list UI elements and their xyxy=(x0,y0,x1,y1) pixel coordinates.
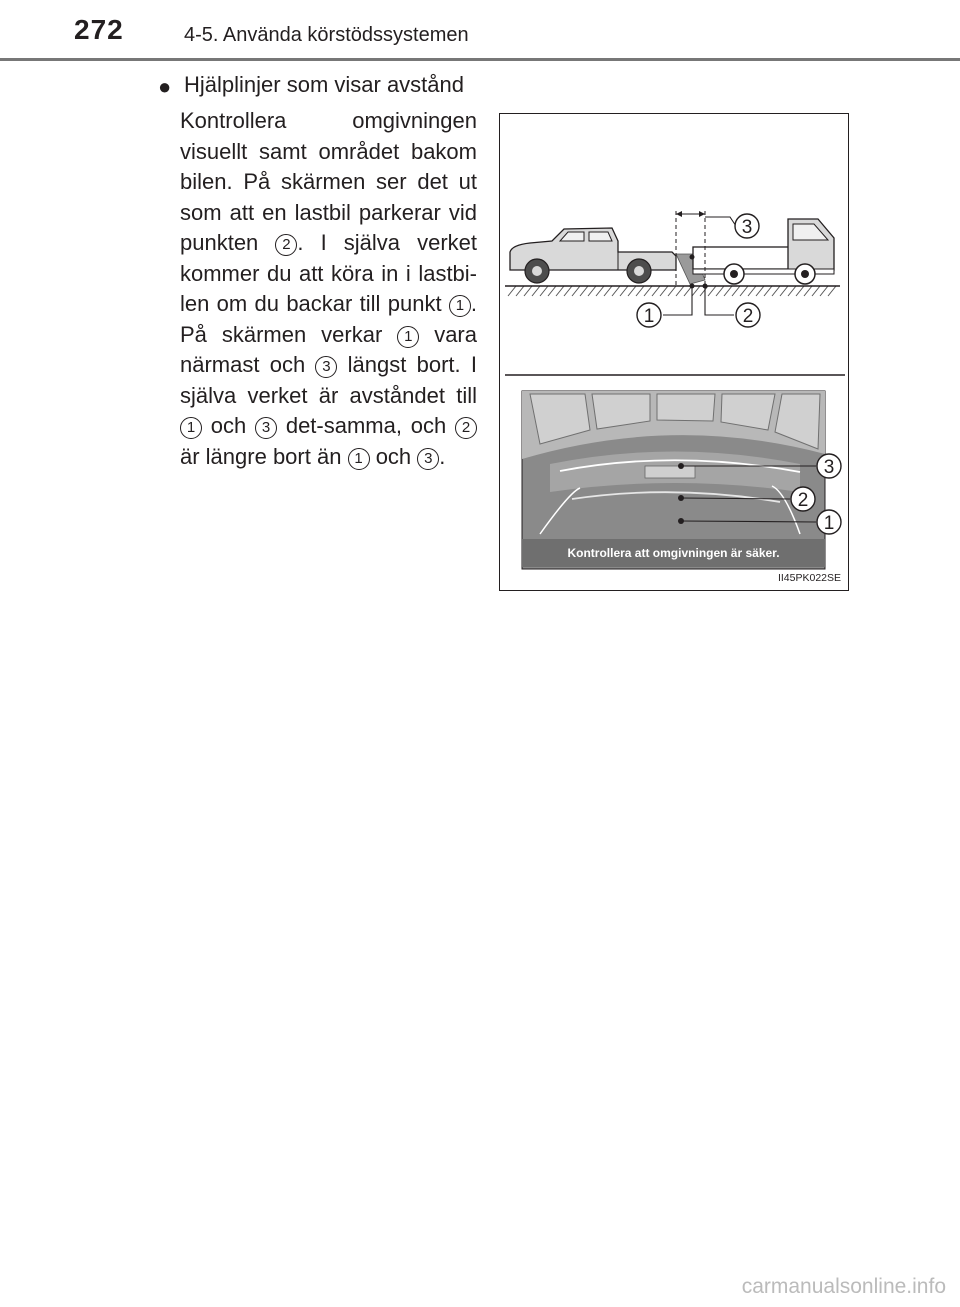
truck-plate xyxy=(645,466,695,478)
text-segment: det-samma, och xyxy=(285,413,447,438)
text-segment: . På skärmen verkar xyxy=(180,291,477,347)
header-rule xyxy=(0,58,960,61)
circled-number-marker: 2 xyxy=(455,417,477,439)
circled-number-marker: 3 xyxy=(255,417,277,439)
bullet-icon: ● xyxy=(158,74,172,99)
bullet-heading: Hjälplinjer som visar avstånd xyxy=(184,72,464,97)
body-paragraph xyxy=(180,106,477,472)
callout-number: 1 xyxy=(643,306,655,327)
circled-number-marker: 2 xyxy=(275,234,297,256)
section-title: 4-5. Använda körstödssystemen xyxy=(184,24,469,46)
circled-number-marker: 3 xyxy=(417,448,439,470)
side-view-diagram xyxy=(505,211,840,327)
illustration-svg xyxy=(500,114,850,592)
circled-number-marker: 1 xyxy=(180,417,202,439)
watermark: carmanualsonline.info xyxy=(741,1275,946,1298)
text-segment: längst bort. I själva verket är avståndet till xyxy=(180,352,477,408)
circled-number-marker: 1 xyxy=(449,295,471,317)
pickup-truck xyxy=(510,228,676,283)
illustration-figure xyxy=(499,113,849,591)
figure-code: II45PK022SE xyxy=(777,572,841,584)
circled-number-marker: 1 xyxy=(397,326,419,348)
circled-number-marker: 3 xyxy=(315,356,337,378)
text-segment: och xyxy=(210,413,247,438)
cargo-truck xyxy=(693,219,834,284)
leader-line xyxy=(705,217,736,226)
callout-number: 2 xyxy=(797,490,809,511)
callout-number: 3 xyxy=(741,217,753,238)
camera-caption: Kontrollera att omgivningen är säker. xyxy=(567,546,780,560)
callout-number: 2 xyxy=(742,306,754,327)
text-segment: är längre bort än xyxy=(180,443,342,469)
callout-number: 1 xyxy=(823,513,835,534)
text-segment: . xyxy=(439,443,446,469)
text-segment: . I själva verket kommer du att köra in i lastbi-len om du backar till punkt xyxy=(180,230,477,316)
callout-number: 3 xyxy=(823,457,835,478)
text-segment: och xyxy=(375,443,412,469)
circled-number-marker: 1 xyxy=(348,448,370,470)
text-segment: Kontrollera omgivningen visuellt samt området bakom bilen. På skärmen ser det ut som att en lastbil parkerar vid punkten xyxy=(180,108,477,255)
text-segment: vara närmast och xyxy=(180,321,477,377)
point-dot xyxy=(690,255,695,260)
page-number: 272 xyxy=(74,14,124,45)
